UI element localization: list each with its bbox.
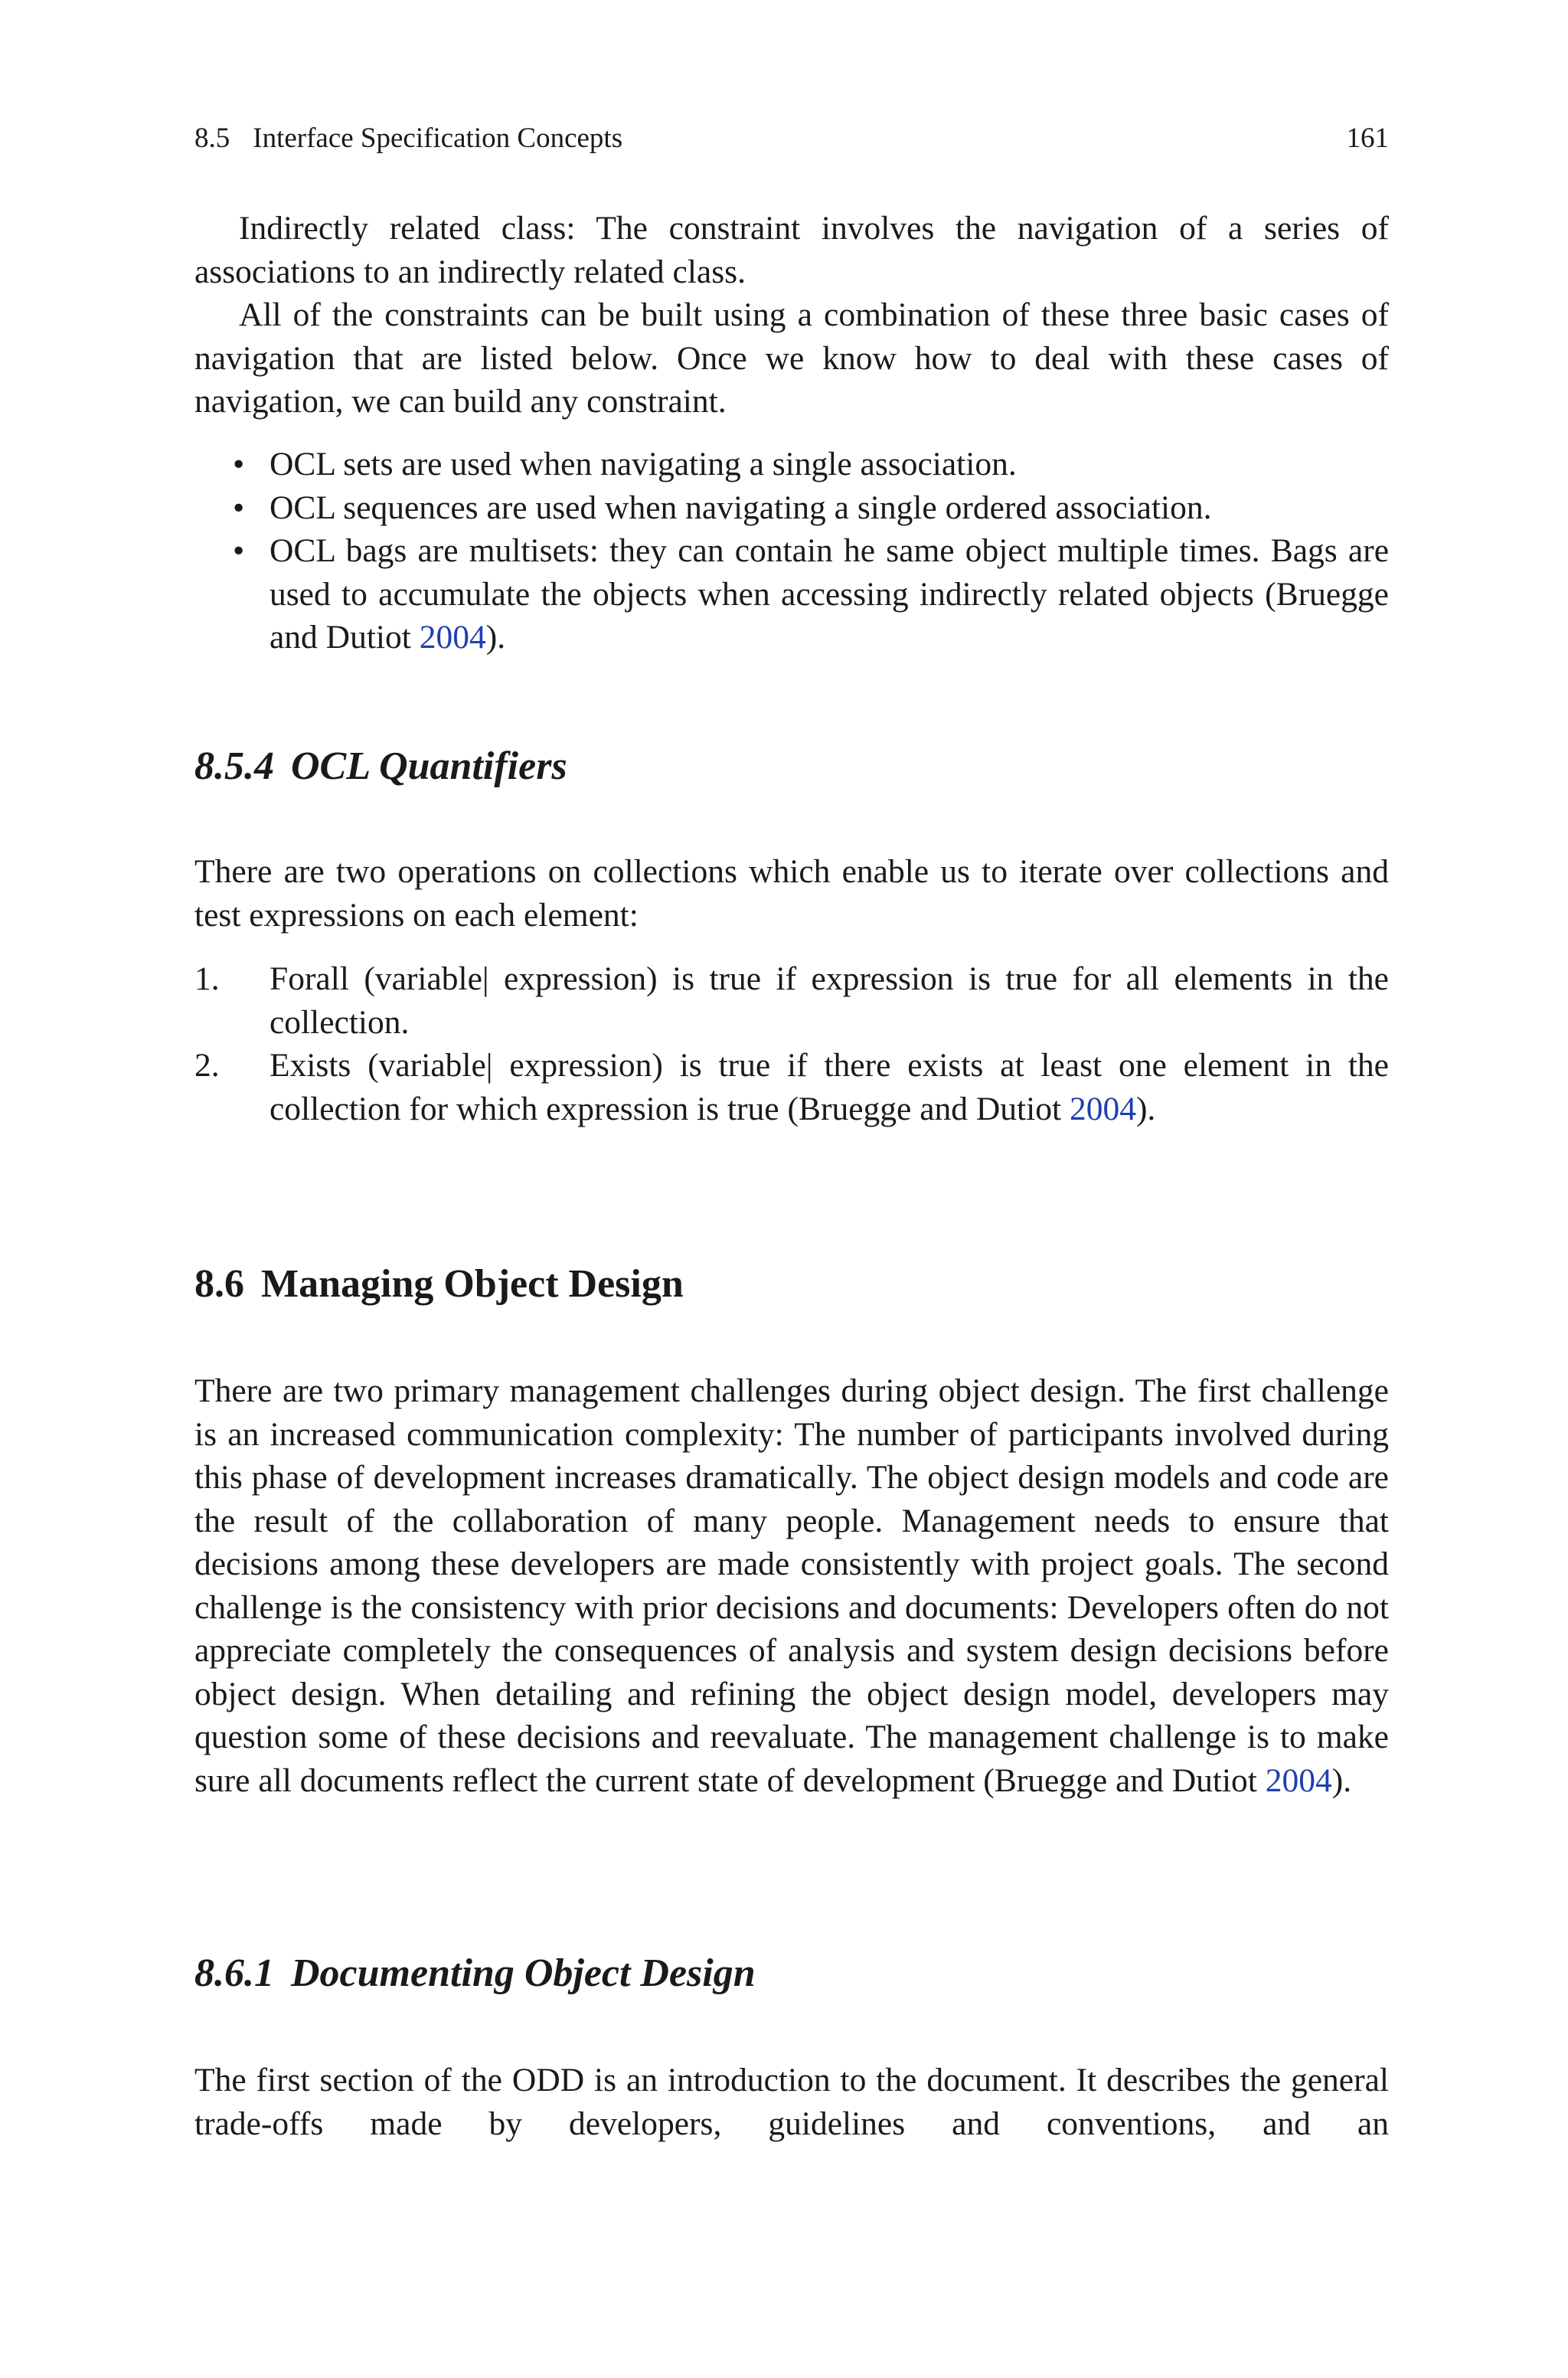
running-head-left	[194, 124, 622, 152]
paragraph-text: There are two primary management challenges during object design. The first challenge is an increased communication complexity: The number of participants involved during this phase of development increases dramatically. The object design models and code are the result of the collaboration of many people. Management needs to ensure that decisions among these developers are made consistently with project goals. The second challenge is the consistency with prior decisions and documents: Developers often do not appreciate completely the consequences of analysis and system design decisions before object design. When detailing and refining the object design model, developers may question some of these decisions and reevaluate. The management challenge is to make sure all documents reflect the current state of development (Bruegge and Dutiot	[194, 1372, 1389, 1799]
list-item-text: OCL sets are used when navigating a single association.	[270, 446, 1017, 482]
bullet-icon: •	[233, 532, 245, 569]
list-item	[194, 1044, 1389, 1130]
paragraph-navigation-cases: All of the constraints can be built using a combination of these three basic cases of navigation that are listed below. Once we know how to deal with these cases of navigation, we can build any constraint.	[194, 296, 1389, 420]
running-head-section-number: 8.5	[194, 123, 230, 154]
list-item	[194, 529, 1389, 659]
quantifiers-intro: There are two operations on collections which enable us to iterate over collections and test expressions on each element:	[194, 853, 1389, 934]
list-number: 1.	[194, 960, 220, 997]
section-8-6-1-heading	[194, 1951, 1389, 1995]
page-number: 161	[1346, 123, 1389, 154]
list-item	[194, 957, 1389, 1044]
documenting-object-design-paragraph: The first section of the ODD is an introduction to the document. It describes the general trade-offs made by developers, guidelines and conventions, and an	[194, 2062, 1389, 2142]
citation-link[interactable]: 2004	[1265, 1761, 1332, 1799]
citation-link[interactable]: 2004	[419, 619, 486, 656]
list-item-text: OCL bags are multisets: they can contain he same object multiple times. Bags are used to accumulate the objects when accessing indirectly related objects (Bruegge and Dutiot	[270, 532, 1389, 656]
section-8-6-body	[194, 1369, 1389, 1802]
section-8-5-4-body	[194, 850, 1389, 937]
managing-object-design-paragraph	[194, 1369, 1389, 1802]
section-number: 8.6.1	[194, 1951, 274, 1995]
bullet-icon: •	[233, 446, 245, 482]
quantifiers-list	[194, 957, 1389, 1130]
section-title: Documenting Object Design	[291, 1951, 756, 1995]
section-number: 8.5.4	[194, 744, 274, 788]
list-number: 2.	[194, 1047, 220, 1084]
list-item-text: Exists (variable| expression) is true if there exists at least one element in the collection for which expression is true (Bruegge and Dutiot	[270, 1047, 1389, 1127]
list-item-text-end: ).	[1135, 1090, 1156, 1127]
section-8-6-1-body	[194, 2059, 1389, 2145]
section-title: OCL Quantifiers	[291, 744, 567, 788]
list-item-text: OCL sequences are used when navigating a single ordered association.	[270, 489, 1212, 526]
citation-link[interactable]: 2004	[1069, 1090, 1136, 1127]
list-item	[194, 486, 1389, 530]
section-8-6-heading	[194, 1262, 1389, 1306]
section-number: 8.6	[194, 1262, 244, 1306]
paragraph-indirect-class: Indirectly related class: The constraint involves the navigation of a series of associations to an indirectly related class.	[194, 210, 1389, 290]
list-item	[194, 443, 1389, 486]
list-item-text-end: ).	[485, 619, 506, 656]
bullet-icon: •	[233, 489, 245, 526]
section-title: Managing Object Design	[261, 1262, 684, 1306]
running-head	[194, 124, 1389, 152]
paragraph-text-end: ).	[1331, 1761, 1352, 1799]
list-item-text: Forall (variable| expression) is true if expression is true for all elements in the collection.	[270, 960, 1389, 1041]
intro-block	[194, 207, 1389, 424]
section-8-5-4-heading	[194, 744, 1389, 788]
ocl-collection-list	[194, 443, 1389, 659]
running-head-section-title: Interface Specification Concepts	[253, 123, 623, 154]
